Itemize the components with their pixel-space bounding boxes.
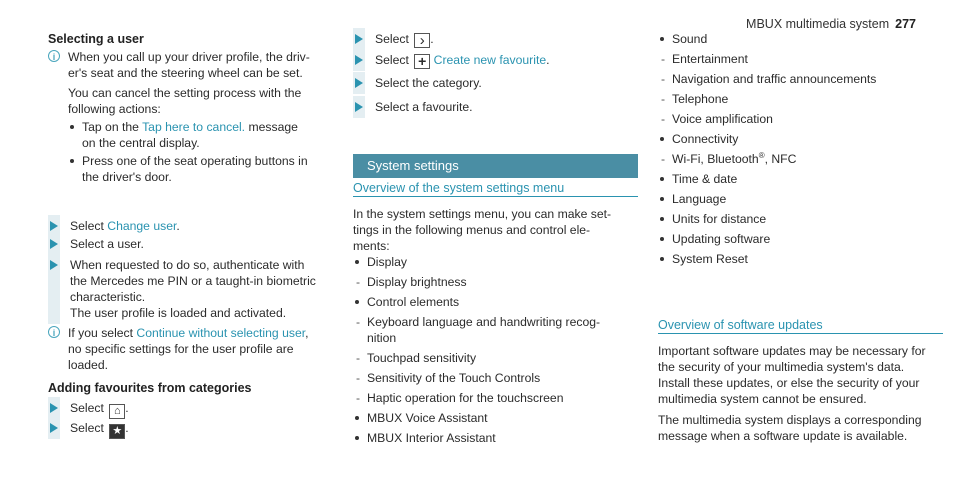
software-updates-text: Important software updates may be necessary for the security of your multimedia system's data. Install these updates, or else the security of your multimedia system cannot be ensured. The multimedia system displays a corresponding message when a software update is available. xyxy=(658,344,926,443)
step-authenticate: When requested to do so, authenticate with the Mercedes me PIN or a taught-in biometric characteristic. The user profile is loaded and activated. xyxy=(48,257,316,321)
list-subitem: - Navigation and traffic announcements xyxy=(658,71,943,87)
step-select-user: Select a user. xyxy=(48,236,144,252)
list-item: Press one of the seat operating buttons in the driver's door. xyxy=(68,153,353,185)
section-divider xyxy=(353,196,638,197)
tap-here-to-cancel-link: Tap here to cancel. xyxy=(142,120,246,134)
list-item: Display xyxy=(353,254,638,270)
system-settings-overview-heading: Overview of the system settings menu xyxy=(353,181,565,195)
list-item: Tap on the Tap here to cancel. message on the central display. xyxy=(68,119,353,151)
list-subitem: - Entertainment xyxy=(658,51,943,67)
list-subitem: - Display brightness xyxy=(353,274,638,290)
note-driver-profile xyxy=(48,49,353,185)
list-item: Updating software xyxy=(658,231,943,247)
change-user-link: Change user xyxy=(107,219,177,233)
step-change-user: Select Change user. xyxy=(48,218,180,234)
list-subitem: - Sensitivity of the Touch Controls xyxy=(353,370,638,386)
arrow-right-icon xyxy=(355,78,363,88)
list-item: MBUX Voice Assistant xyxy=(353,410,638,426)
chevron-right-icon: › xyxy=(414,33,430,48)
step-select-category: Select the category. xyxy=(353,75,482,91)
list-subitem: - Keyboard language and handwriting recog- nition xyxy=(353,314,638,346)
home-icon: ⌂ xyxy=(109,404,125,419)
arrow-right-icon xyxy=(50,221,58,231)
create-new-favourite-link: Create new favourite xyxy=(433,53,547,67)
plus-icon: + xyxy=(414,54,430,69)
page-number: 277 xyxy=(895,17,916,31)
list-subitem: - Voice amplification xyxy=(658,111,943,127)
arrow-right-icon xyxy=(50,239,58,249)
note-continue-without-user: i If you select Continue without selecting user, no specific settings for the user profile are loaded. xyxy=(48,325,353,373)
list-item: System Reset xyxy=(658,251,943,267)
list-item: Sound xyxy=(658,31,943,47)
system-settings-banner: System settings xyxy=(353,154,638,178)
note-line: er's seat and the steering wheel can be set. xyxy=(68,66,303,80)
step-select-favourite: Select a favourite. xyxy=(353,99,473,115)
settings-intro: In the system settings menu, you can make set- tings in the following menus and control ele- ments: xyxy=(353,207,612,253)
list-item: Units for distance xyxy=(658,211,943,227)
list-item: Language xyxy=(658,191,943,207)
step-create-favourite: Select + Create new favourite. xyxy=(353,52,550,69)
star-icon: ★ xyxy=(109,424,125,439)
software-updates-heading: Overview of software updates xyxy=(658,318,823,332)
arrow-right-icon xyxy=(50,260,58,270)
arrow-right-icon xyxy=(50,423,58,433)
arrow-right-icon xyxy=(50,403,58,413)
list-subitem: - Touchpad sensitivity xyxy=(353,350,638,366)
list-item: Control elements xyxy=(353,294,638,310)
arrow-right-icon xyxy=(355,55,363,65)
step-select-chevron: Select › . xyxy=(353,31,434,48)
arrow-right-icon xyxy=(355,34,363,44)
settings-menu-list xyxy=(353,254,638,446)
list-item: MBUX Interior Assistant xyxy=(353,430,638,446)
section-divider xyxy=(658,333,943,334)
list-item: Time & date xyxy=(658,171,943,187)
list-subitem: - Haptic operation for the touchscreen xyxy=(353,390,638,406)
note-line: following actions: xyxy=(68,102,161,116)
info-icon: i xyxy=(48,326,60,338)
list-subitem: - Wi-Fi, Bluetooth®, NFC xyxy=(658,151,943,167)
note-line: When you call up your driver profile, the driv- xyxy=(68,50,310,64)
step-select-home: Select ⌂ . xyxy=(48,400,129,419)
page-header xyxy=(746,16,916,32)
settings-menu-list-continued xyxy=(658,31,943,267)
selecting-user-heading: Selecting a user xyxy=(48,32,144,46)
step-select-favourites: Select ★ . xyxy=(48,420,129,439)
info-icon: i xyxy=(48,50,60,62)
list-item: Connectivity xyxy=(658,131,943,147)
adding-favourites-heading: Adding favourites from categories xyxy=(48,381,252,395)
note-line: You can cancel the setting process with the xyxy=(68,86,302,100)
list-subitem: - Telephone xyxy=(658,91,943,107)
header-title: MBUX multimedia system xyxy=(746,17,890,31)
continue-without-selecting-user-link: Continue without selecting user xyxy=(136,326,306,340)
arrow-right-icon xyxy=(355,102,363,112)
